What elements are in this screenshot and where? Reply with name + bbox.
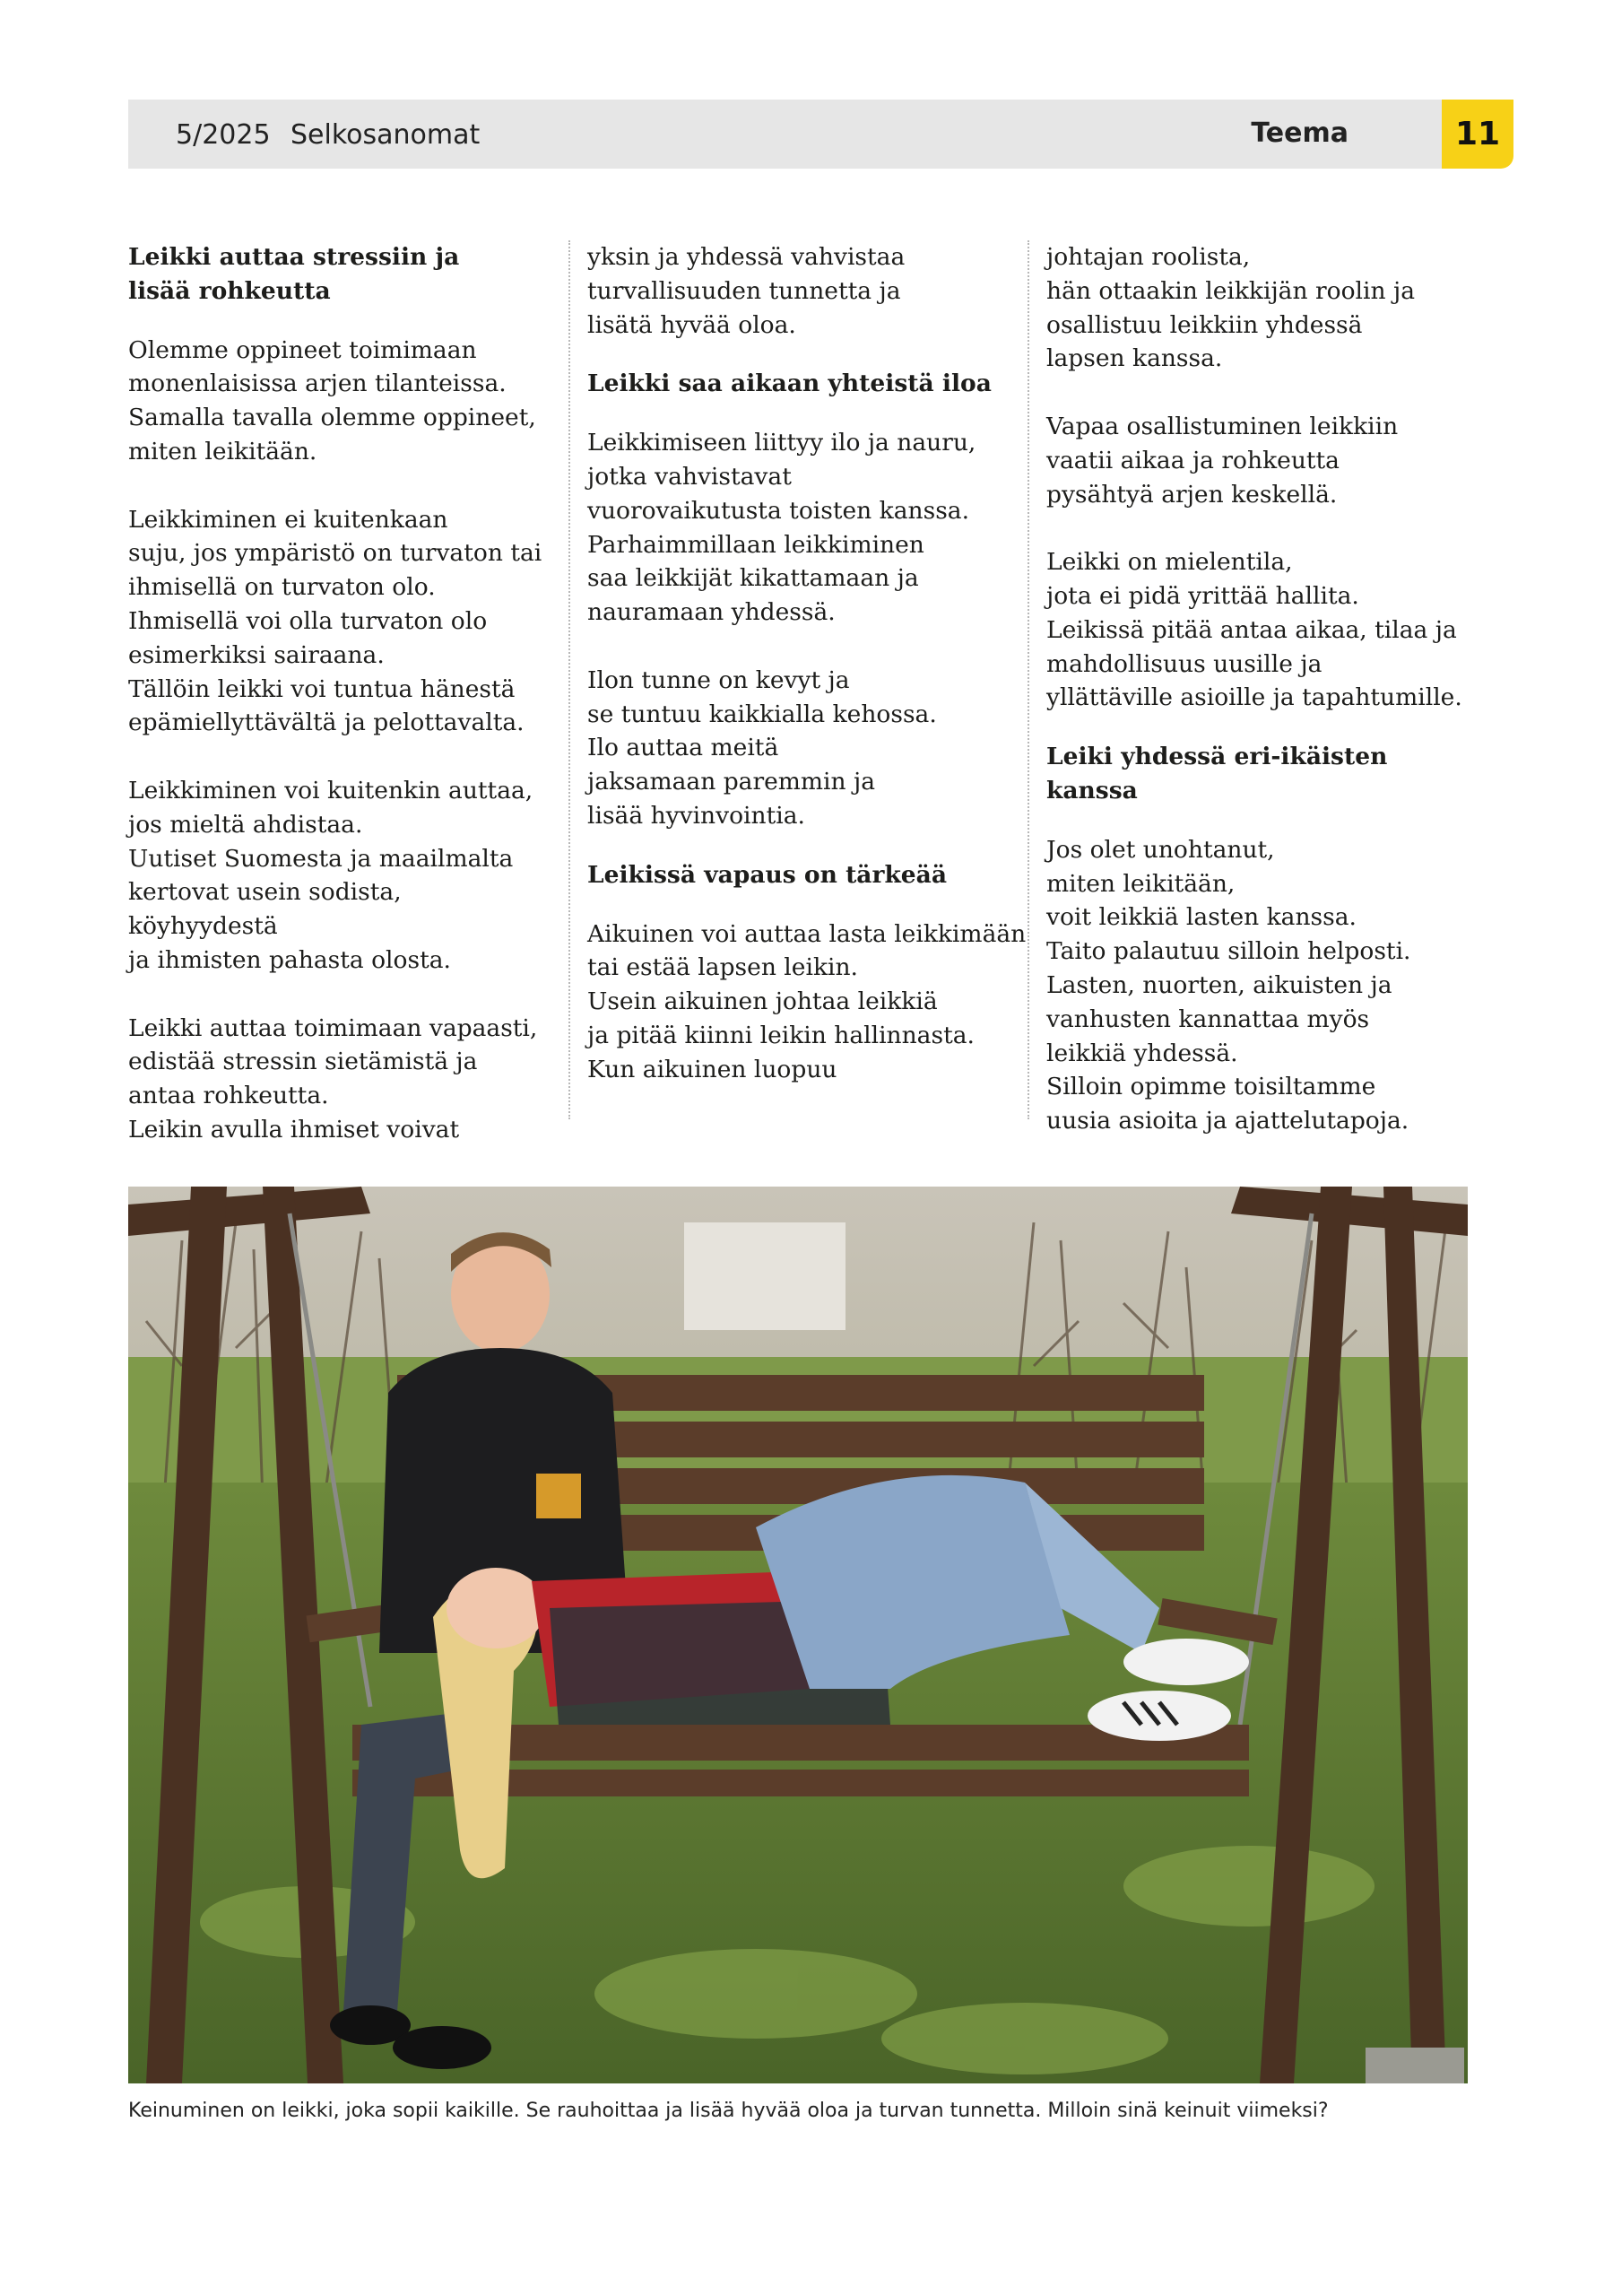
subheading: Leikki auttaa stressiin ja lisää rohkeutta	[128, 243, 460, 305]
article-column-3	[1046, 240, 1477, 1138]
paragraph: yksin ja yhdessä vahvistaa turvallisuuden tunnetta ja lisätä hyvää oloa.	[587, 243, 906, 339]
paragraph: Leikkiminen voi kuitenkin auttaa, jos mieltä ahdistaa. Uutiset Suomesta ja maailmalta kertovat usein sodista, köyhyydestä ja ihmisten pahasta olosta.	[128, 776, 533, 974]
paragraph: Aikuinen voi auttaa lasta leikkimään tai estää lapsen leikin. Usein aikuinen johtaa leikkiä ja pitää kiinni leikin hallinnasta. Kun aikuinen luopuu	[587, 919, 1027, 1083]
column-divider	[568, 240, 570, 1119]
paragraph: Leikki on mielentila, jota ei pidä yrittää hallita. Leikissä pitää antaa aikaa, tilaa ja mahdollisuus uusille ja yllättäville asioille ja tapahtumille.	[1046, 548, 1462, 712]
article-column-2	[587, 240, 1027, 1087]
section-name: Teema	[1251, 117, 1349, 149]
page-header	[128, 100, 1444, 169]
newspaper-name: Selkosanomat	[291, 119, 481, 151]
issue-number: 5/2025	[176, 119, 271, 151]
page-number: 11	[1442, 100, 1513, 169]
paragraph: johtajan roolista, hän ottaakin leikkijän roolin ja osallistuu leikkiin yhdessä lapsen kanssa.	[1046, 243, 1415, 373]
paragraph: Vapaa osallistuminen leikkiin vaatii aikaa ja rohkeutta pysähtyä arjen keskellä.	[1046, 412, 1399, 509]
photo-caption: Keinuminen on leikki, joka sopii kaikille. Se rauhoittaa ja lisää hyvää oloa ja turvan tunnetta. Milloin sinä keinuit viimeksi?	[128, 2100, 1329, 2122]
article-column-1	[128, 240, 550, 1147]
paragraph: Olemme oppineet toimimaan monenlaisissa arjen tilanteissa. Samalla tavalla olemme oppineet, miten leikitään.	[128, 335, 536, 465]
column-divider	[1028, 240, 1029, 1119]
paragraph: Leikki auttaa toimimaan vapaasti, edistää stressin sietämistä ja antaa rohkeutta. Leikin avulla ihmiset voivat	[128, 1013, 538, 1144]
paragraph: Ilon tunne on kevyt ja se tuntuu kaikkialla kehossa. Ilo auttaa meitä jaksamaan paremmin ja lisää hyvinvointia.	[587, 665, 937, 830]
subheading: Leikki saa aikaan yhteistä iloa	[587, 370, 992, 398]
subheading: Leikissä vapaus on tärkeää	[587, 860, 948, 889]
paragraph: Leikkiminen ei kuitenkaan suju, jos ympäristö on turvaton tai ihmisellä on turvaton olo. Ihmisellä voi olla turvaton olo esimerkiksi sairaana. Tällöin leikki voi tuntua hänestä epämiellyttävältä ja pelottavalta.	[128, 505, 542, 737]
article-photo	[128, 1187, 1468, 2083]
paragraph: Jos olet unohtanut, miten leikitään, voit leikkiä lasten kanssa. Taito palautuu silloin helposti. Lasten, nuorten, aikuisten ja vanhusten kannattaa myös leikkiä yhdessä. Silloin opimme toisiltamme uusia asioita ja ajattelutapoja.	[1046, 835, 1411, 1135]
subheading: Leiki yhdessä eri-ikäisten kanssa	[1046, 743, 1388, 804]
paragraph: Leikkimiseen liittyy ilo ja nauru, jotka vahvistavat vuorovaikutusta toisten kanssa. Parhaimmillaan leikkiminen saa leikkijät kikattamaan ja nauramaan yhdessä.	[587, 429, 976, 627]
